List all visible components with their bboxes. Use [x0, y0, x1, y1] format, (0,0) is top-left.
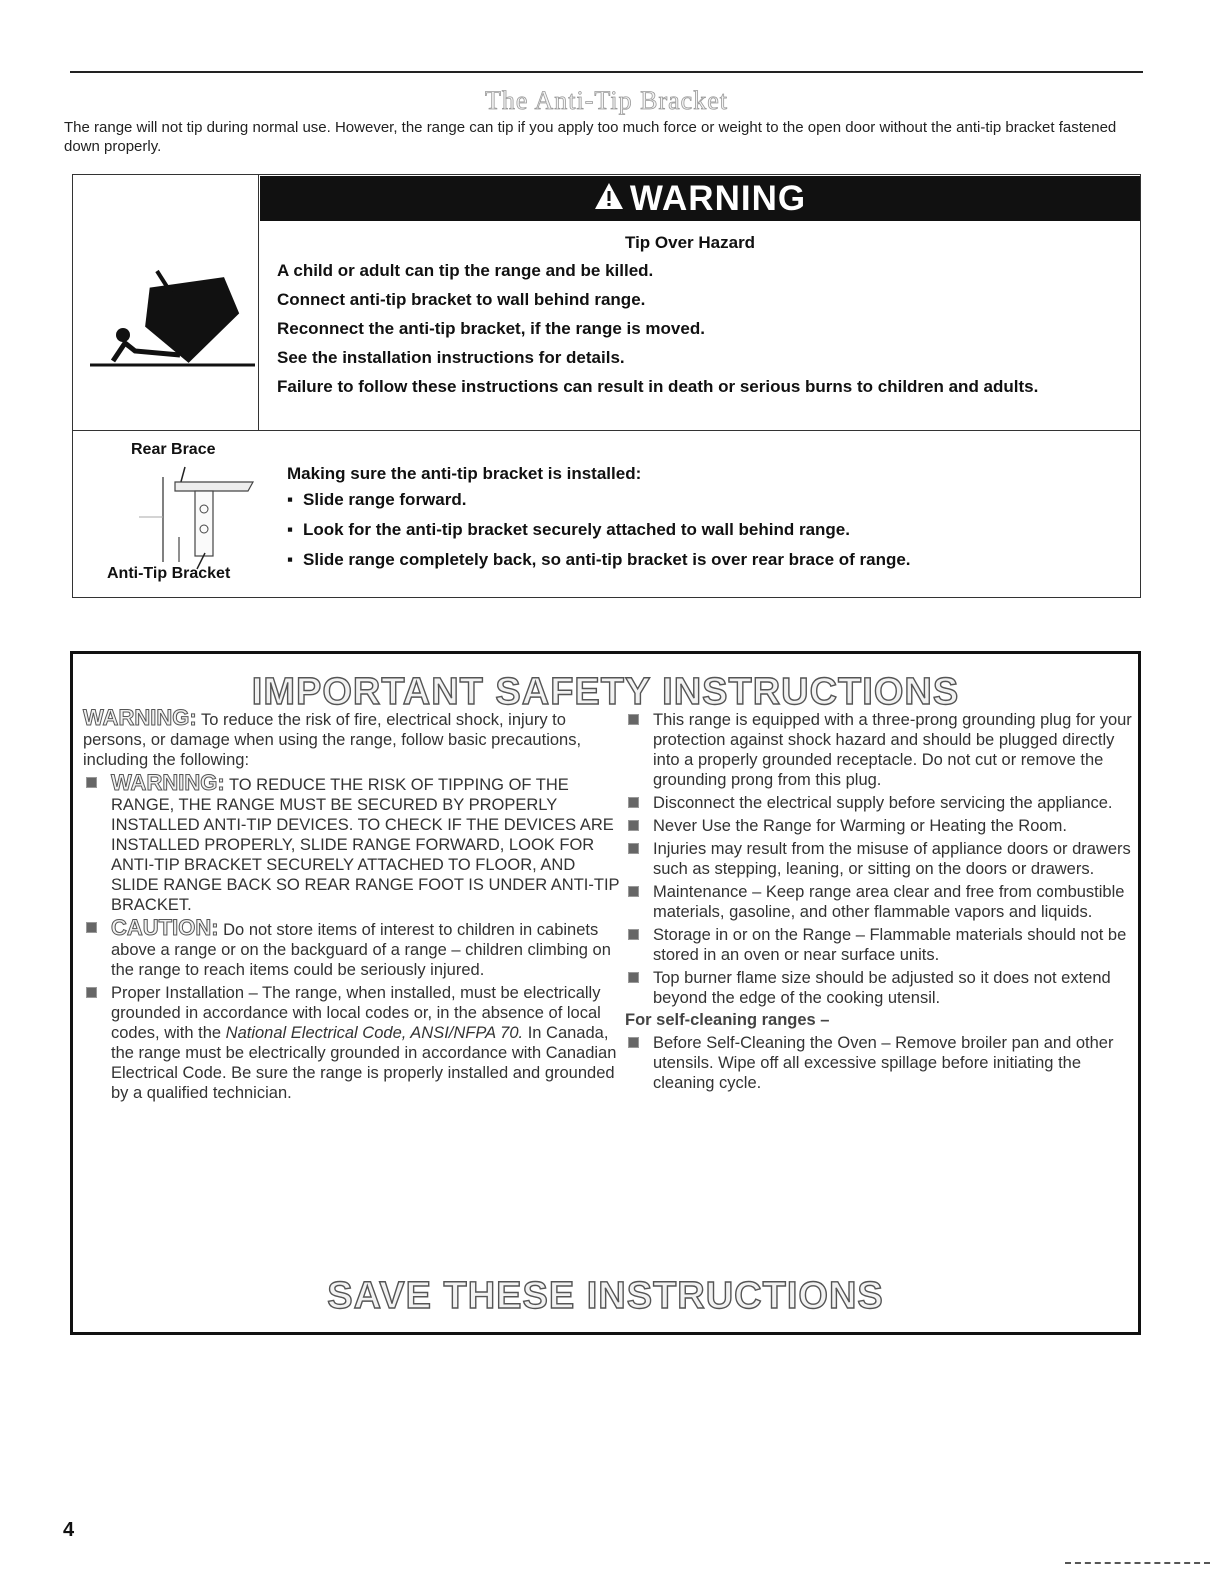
divider [1065, 1562, 1210, 1564]
label-anti-tip-bracket: Anti-Tip Bracket [107, 565, 231, 582]
bullet-icon [628, 972, 639, 983]
list-item-text: Never Use the Range for Warming or Heating the Room. [653, 817, 1067, 835]
self-clean-heading: For self-cleaning ranges – [625, 1011, 830, 1029]
list-item [625, 925, 1145, 965]
list-item-text: Disconnect the electrical supply before servicing the appliance. [653, 794, 1113, 812]
warning-item-lead: WARNING: [111, 770, 225, 795]
bullet-icon [86, 777, 97, 788]
install-step: ▪ Look for the anti-tip bracket securely attached to wall behind range. [287, 520, 911, 540]
safety-instructions-box [70, 651, 1141, 1335]
list-item [83, 983, 623, 1103]
list-item-text: This range is equipped with a three-prong grounding plug for your protection against shock hazard and should be plugged directly into a properly grounded receptacle. Do not cut or remove the grounding prong from this plug. [653, 711, 1132, 789]
bullet-icon [628, 797, 639, 808]
caution-text: Do not store items of interest to children in cabinets above a range or on the backguard of a range – children climbing on the range to reach items could be seriously injured. [111, 921, 611, 979]
intro-text: The range will not tip during normal use. However, the range can tip if you apply too much force or weight to the open door without the anti-tip bracket fastened down properly. [64, 119, 1117, 155]
caution-lead: CAUTION: [111, 915, 219, 940]
hazard-lines [277, 261, 1097, 406]
page-number: 4 [63, 1519, 75, 1541]
divider [258, 175, 259, 430]
list-item [625, 1033, 1145, 1093]
install-step: ▪ Slide range forward. [287, 490, 911, 510]
label-rear-brace: Rear Brace [131, 441, 216, 458]
list-item-text: Before Self-Cleaning the Oven – Remove broiler pan and other utensils. Wipe off all excessive spillage before initiating the cleaning cycle. [653, 1034, 1114, 1092]
hazard-line: A child or adult can tip the range and be killed. [277, 261, 654, 280]
warning-triangle-icon [594, 179, 624, 219]
list-item [625, 882, 1145, 922]
save-instructions-title: SAVE THESE INSTRUCTIONS [327, 1275, 884, 1317]
list-item-text: Maintenance – Keep range area clear and free from combustible materials, gasoline, and other flammable vapors and liquids. [653, 883, 1125, 921]
install-heading: Making sure the anti-tip bracket is installed: [287, 464, 642, 483]
hazard-line: See the installation instructions for details. [277, 348, 625, 367]
bullet-icon [628, 843, 639, 854]
bullet-icon [628, 714, 639, 725]
list-item [625, 710, 1145, 790]
warning-header [260, 176, 1140, 221]
bullet-icon [628, 1037, 639, 1048]
divider [73, 430, 1140, 431]
warning-item-text: TO REDUCE THE RISK OF TIPPING OF THE RANGE, THE RANGE MUST BE SECURED BY PROPERLY INSTALLED ANTI-TIP DEVICES. TO CHECK IF THE DEVICES ARE INSTALLED PROPERLY, SLIDE RANGE FORWARD, LOOK FOR ANTI-TIP BRACKET SECURELY ATTACHED TO FLOOR, AND SLIDE RANGE BACK SO REAR RANGE FOOT IS UNDER ANTI-TIP BRACKET. [111, 776, 620, 914]
list-item [83, 915, 623, 980]
warning-intro-text: To reduce the risk of fire, electrical shock, injury to persons, or damage when using the range, follow basic precautions, including the following: [83, 711, 582, 769]
warning-lead: WARNING: [83, 705, 197, 730]
safety-left-column [83, 705, 623, 1103]
top-rule [70, 71, 1143, 73]
safety-right-column [625, 707, 1145, 1093]
list-item [625, 816, 1145, 836]
hazard-line: Reconnect the anti-tip bracket, if the range is moved. [277, 319, 705, 338]
safety-title: IMPORTANT SAFETY INSTRUCTIONS [251, 671, 960, 713]
list-item [625, 968, 1145, 1008]
section-title: The Anti-Tip Bracket [485, 86, 728, 115]
install-steps [287, 490, 911, 580]
warning-label: WARNING [629, 178, 807, 218]
hazard-title: Tip Over Hazard [625, 233, 756, 252]
bullet-icon [628, 886, 639, 897]
bullet-icon [628, 929, 639, 940]
warning-box [72, 174, 1141, 598]
list-item-text: Top burner flame size should be adjusted so it does not extend beyond the edge of the cooking utensil. [653, 969, 1111, 1007]
bullet-icon [86, 922, 97, 933]
install-text-italic: National Electrical Code, ANSI/NFPA 70. [225, 1024, 524, 1042]
list-item [625, 839, 1145, 879]
list-item-text: Injuries may result from the misuse of appliance doors or drawers such as stepping, leaning, or sitting on the doors or drawers. [653, 840, 1131, 878]
install-text-a: Proper Installation – The range, when installed, must be electrically grounded in accordance with local codes or, in the absence of local codes, with the [111, 984, 601, 1042]
list-item-text: Storage in or on the Range – Flammable materials should not be stored in an oven or near surface units. [653, 926, 1127, 964]
list-item [625, 793, 1145, 813]
hazard-line: Failure to follow these instructions can result in death or serious burns to children and adults. [277, 377, 1039, 396]
tip-over-hazard-icon [85, 243, 255, 373]
bullet-icon [86, 987, 97, 998]
install-text-b: In Canada, the range must be electrically grounded in accordance with Canadian Electrical Code. Be sure the range is properly installed and grounded by a qualified technician. [111, 1024, 617, 1102]
bullet-icon [628, 820, 639, 831]
list-item [83, 770, 623, 915]
hazard-line: Connect anti-tip bracket to wall behind range. [277, 290, 646, 309]
install-step: ▪ Slide range completely back, so anti-tip bracket is over rear brace of range. [287, 550, 911, 570]
warning-intro [83, 705, 623, 770]
